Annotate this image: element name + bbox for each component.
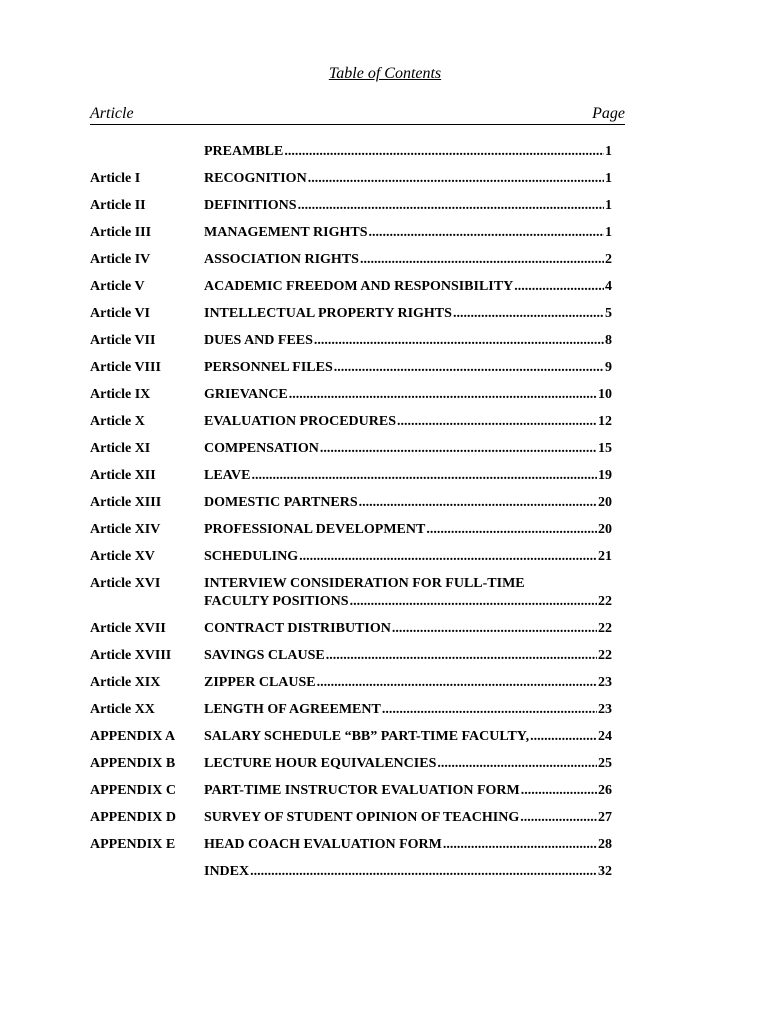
- toc-entry-page-number: 26: [598, 783, 612, 798]
- toc-entry-line: [204, 413, 612, 431]
- toc-entry[interactable]: [90, 386, 612, 404]
- toc-entry-page-number: 8: [605, 333, 612, 348]
- toc-entry-label: Article XVII: [90, 621, 166, 636]
- toc-entry-label: Article XX: [90, 702, 155, 717]
- toc-entry-line: [204, 278, 612, 296]
- toc-entry-body: [204, 836, 612, 854]
- toc-entry[interactable]: [90, 224, 612, 242]
- dot-leader: [437, 755, 597, 773]
- page-title: Table of Contents: [328, 65, 442, 82]
- toc-entry-page-number: 1: [605, 225, 612, 240]
- toc-entry-page-number: 22: [598, 648, 612, 663]
- dot-leader: [299, 548, 597, 566]
- toc-entry-label: Article XVIII: [90, 648, 172, 663]
- dot-leader: [520, 809, 597, 827]
- toc-entry[interactable]: [90, 782, 612, 800]
- toc-entry-title: LENGTH OF AGREEMENT: [204, 702, 381, 717]
- dot-leader: [521, 782, 597, 800]
- toc-entry[interactable]: [90, 359, 612, 377]
- toc-entry-title: COMPENSATION: [204, 441, 319, 456]
- toc-entry[interactable]: [90, 755, 612, 773]
- toc-entry-page-number: 32: [598, 864, 612, 879]
- toc-entry-page-number: 22: [598, 621, 612, 636]
- toc-entry-label: Article XVI: [90, 576, 161, 591]
- toc-entry-label: APPENDIX A: [90, 729, 176, 744]
- toc-entry-body: [204, 494, 612, 512]
- dot-leader: [334, 359, 604, 377]
- dot-leader: [530, 728, 597, 746]
- toc-entry-body: [204, 863, 612, 881]
- toc-entry-label: Article V: [90, 279, 145, 294]
- toc-entry-line: [204, 521, 612, 539]
- toc-entry-page-number: 4: [605, 279, 612, 294]
- toc-entry-line: [204, 305, 612, 323]
- toc-entry-body: [204, 413, 612, 431]
- toc-entry-line: [204, 782, 612, 800]
- toc-entry-line: [204, 755, 612, 773]
- toc-entry-title: DOMESTIC PARTNERS: [204, 495, 358, 510]
- toc-entry-label: Article I: [90, 171, 141, 186]
- toc-entry-line: [204, 674, 612, 692]
- toc-entry-body: [204, 278, 612, 296]
- toc-entry-label: Article II: [90, 198, 146, 213]
- toc-entry[interactable]: [90, 836, 612, 854]
- dot-leader: [317, 674, 597, 692]
- toc-entry-line: [204, 575, 612, 593]
- toc-entry-body: [204, 467, 612, 485]
- toc-entry-body: [204, 440, 612, 458]
- toc-entry[interactable]: [90, 278, 612, 296]
- toc-entry-page-number: 12: [598, 414, 612, 429]
- toc-entry-title: FACULTY POSITIONS: [204, 594, 349, 609]
- toc-entry-title: PROFESSIONAL DEVELOPMENT: [204, 522, 426, 537]
- toc-entry-line: [204, 863, 612, 881]
- article-column-header: Article: [90, 105, 134, 122]
- dot-leader: [359, 494, 597, 512]
- toc-entry-label: Article X: [90, 414, 145, 429]
- dot-leader: [298, 197, 604, 215]
- toc-entry-page-number: 23: [598, 702, 612, 717]
- toc-entry-label: APPENDIX D: [90, 810, 176, 825]
- toc-entry-title: DEFINITIONS: [204, 198, 297, 213]
- toc-entry-body: [204, 521, 612, 539]
- dot-leader: [360, 251, 604, 269]
- toc-entry-body: [204, 728, 612, 746]
- toc-entry-title: GRIEVANCE: [204, 387, 288, 402]
- toc-entry-title: LECTURE HOUR EQUIVALENCIES: [204, 756, 437, 771]
- toc-entry-page-number: 10: [598, 387, 612, 402]
- toc-entry-body: [204, 620, 612, 638]
- toc-entry[interactable]: [90, 620, 612, 638]
- toc-entry-title: SCHEDULING: [204, 549, 299, 564]
- dot-leader: [382, 701, 597, 719]
- toc-entry[interactable]: [90, 674, 612, 692]
- toc-entry[interactable]: [90, 413, 612, 431]
- toc-entry-line: [204, 548, 612, 566]
- toc-entries: [90, 143, 612, 890]
- dot-leader: [308, 170, 604, 188]
- toc-entry-page-number: 1: [605, 198, 612, 213]
- toc-entry-page-number: 22: [598, 594, 612, 609]
- toc-entry-body: [204, 782, 612, 800]
- toc-entry-line: [204, 728, 612, 746]
- toc-entry-body: [204, 647, 612, 665]
- toc-entry[interactable]: [90, 701, 612, 719]
- dot-leader: [392, 620, 597, 638]
- toc-entry-line: [204, 251, 612, 269]
- dot-leader: [350, 593, 597, 611]
- toc-entry-line: [204, 593, 612, 611]
- toc-entry-line: [204, 359, 612, 377]
- toc-entry-title: SURVEY OF STUDENT OPINION OF TEACHING: [204, 810, 520, 825]
- toc-entry-title: ASSOCIATION RIGHTS: [204, 252, 359, 267]
- toc-entry-page-number: 9: [605, 360, 612, 375]
- toc-entry-page-number: 15: [598, 441, 612, 456]
- toc-entry-label: Article III: [90, 225, 152, 240]
- toc-entry-title: INTERVIEW CONSIDERATION FOR FULL-TIME: [204, 576, 525, 591]
- toc-entry[interactable]: [90, 305, 612, 323]
- toc-entry-page-number: 1: [605, 171, 612, 186]
- toc-entry[interactable]: [90, 575, 612, 611]
- toc-entry-line: [204, 809, 612, 827]
- toc-entry-body: [204, 332, 612, 350]
- toc-entry-label: Article VIII: [90, 360, 161, 375]
- toc-entry[interactable]: [90, 809, 612, 827]
- toc-entry-body: [204, 359, 612, 377]
- toc-entry-page-number: 28: [598, 837, 612, 852]
- dot-leader: [368, 224, 604, 242]
- toc-entry-title: HEAD COACH EVALUATION FORM: [204, 837, 442, 852]
- toc-entry[interactable]: [90, 728, 612, 746]
- toc-entry-line: [204, 836, 612, 854]
- dot-leader: [397, 413, 597, 431]
- toc-entry-page-number: 20: [598, 522, 612, 537]
- toc-entry[interactable]: [90, 863, 612, 881]
- toc-entry-body: [204, 197, 612, 215]
- column-header-row: [90, 104, 625, 125]
- toc-entry-title: SALARY SCHEDULE “BB” PART-TIME FACULTY,: [204, 729, 530, 744]
- toc-entry-page-number: 24: [598, 729, 612, 744]
- toc-entry-title: PREAMBLE: [204, 144, 284, 159]
- toc-entry-page-number: 5: [605, 306, 612, 321]
- toc-entry-body: [204, 224, 612, 242]
- toc-entry-page-number: 19: [598, 468, 612, 483]
- dot-leader: [250, 863, 597, 881]
- toc-entry-label: APPENDIX E: [90, 837, 176, 852]
- toc-entry[interactable]: [90, 170, 612, 188]
- toc-entry-page-number: 21: [598, 549, 612, 564]
- toc-entry-line: [204, 143, 612, 161]
- toc-entry-title: INDEX: [204, 864, 250, 879]
- toc-entry[interactable]: [90, 440, 612, 458]
- toc-entry[interactable]: [90, 494, 612, 512]
- toc-entry-title: MANAGEMENT RIGHTS: [204, 225, 368, 240]
- toc-entry[interactable]: [90, 647, 612, 665]
- toc-entry[interactable]: [90, 467, 612, 485]
- dot-leader: [426, 521, 597, 539]
- toc-entry-label: Article IV: [90, 252, 151, 267]
- toc-entry-label: Article XIX: [90, 675, 161, 690]
- toc-entry-line: [204, 224, 612, 242]
- toc-entry-body: [204, 809, 612, 827]
- toc-entry-label: Article VII: [90, 333, 156, 348]
- toc-entry-line: [204, 170, 612, 188]
- toc-entry[interactable]: [90, 548, 612, 566]
- toc-entry-body: [204, 170, 612, 188]
- toc-entry-line: [204, 494, 612, 512]
- toc-entry-line: [204, 647, 612, 665]
- toc-entry-line: [204, 701, 612, 719]
- toc-entry-body: [204, 575, 612, 611]
- toc-entry-page-number: 25: [598, 756, 612, 771]
- toc-entry[interactable]: [90, 197, 612, 215]
- dot-leader: [453, 305, 604, 323]
- toc-entry-line: [204, 197, 612, 215]
- toc-entry-body: [204, 305, 612, 323]
- toc-entry[interactable]: [90, 332, 612, 350]
- toc-entry-page-number: 1: [605, 144, 612, 159]
- toc-entry-body: [204, 386, 612, 404]
- toc-entry-line: [204, 620, 612, 638]
- toc-entry-title: EVALUATION PROCEDURES: [204, 414, 397, 429]
- toc-entry-title: DUES AND FEES: [204, 333, 313, 348]
- toc-entry-line: [204, 467, 612, 485]
- dot-leader: [314, 332, 604, 350]
- toc-entry-body: [204, 701, 612, 719]
- toc-entry-label: Article XII: [90, 468, 156, 483]
- toc-entry-title: CONTRACT DISTRIBUTION: [204, 621, 391, 636]
- toc-entry[interactable]: [90, 251, 612, 269]
- dot-leader: [326, 647, 597, 665]
- toc-entry-body: [204, 548, 612, 566]
- toc-entry-label: Article XI: [90, 441, 151, 456]
- toc-entry-label: Article XIII: [90, 495, 162, 510]
- dot-leader: [289, 386, 597, 404]
- toc-entry-body: [204, 143, 612, 161]
- toc-entry-title: ZIPPER CLAUSE: [204, 675, 316, 690]
- toc-entry-title: INTELLECTUAL PROPERTY RIGHTS: [204, 306, 452, 321]
- toc-entry-label: Article XIV: [90, 522, 161, 537]
- toc-entry-line: [204, 332, 612, 350]
- toc-entry-label: Article VI: [90, 306, 150, 321]
- toc-entry-page-number: 23: [598, 675, 612, 690]
- toc-entry-body: [204, 674, 612, 692]
- toc-entry-page-number: 20: [598, 495, 612, 510]
- toc-entry-body: [204, 755, 612, 773]
- toc-entry-label: APPENDIX C: [90, 783, 176, 798]
- dot-leader: [443, 836, 597, 854]
- toc-entry-line: [204, 386, 612, 404]
- toc-entry-body: [204, 251, 612, 269]
- toc-entry-label: Article IX: [90, 387, 151, 402]
- toc-entry-title: PERSONNEL FILES: [204, 360, 333, 375]
- dot-leader: [320, 440, 597, 458]
- dot-leader: [284, 143, 604, 161]
- page-column-header: Page: [592, 105, 625, 122]
- toc-entry-label: Article XV: [90, 549, 155, 564]
- toc-entry[interactable]: [90, 521, 612, 539]
- toc-entry-line: [204, 440, 612, 458]
- toc-entry-title: RECOGNITION: [204, 171, 307, 186]
- dot-leader: [514, 278, 604, 296]
- toc-entry-page-number: 2: [605, 252, 612, 267]
- toc-entry[interactable]: [90, 143, 612, 161]
- toc-entry-page-number: 27: [598, 810, 612, 825]
- toc-entry-title: LEAVE: [204, 468, 251, 483]
- toc-entry-title: ACADEMIC FREEDOM AND RESPONSIBILITY: [204, 279, 514, 294]
- toc-entry-title: PART-TIME INSTRUCTOR EVALUATION FORM: [204, 783, 520, 798]
- toc-entry-label: APPENDIX B: [90, 756, 176, 771]
- toc-entry-title: SAVINGS CLAUSE: [204, 648, 325, 663]
- dot-leader: [251, 467, 597, 485]
